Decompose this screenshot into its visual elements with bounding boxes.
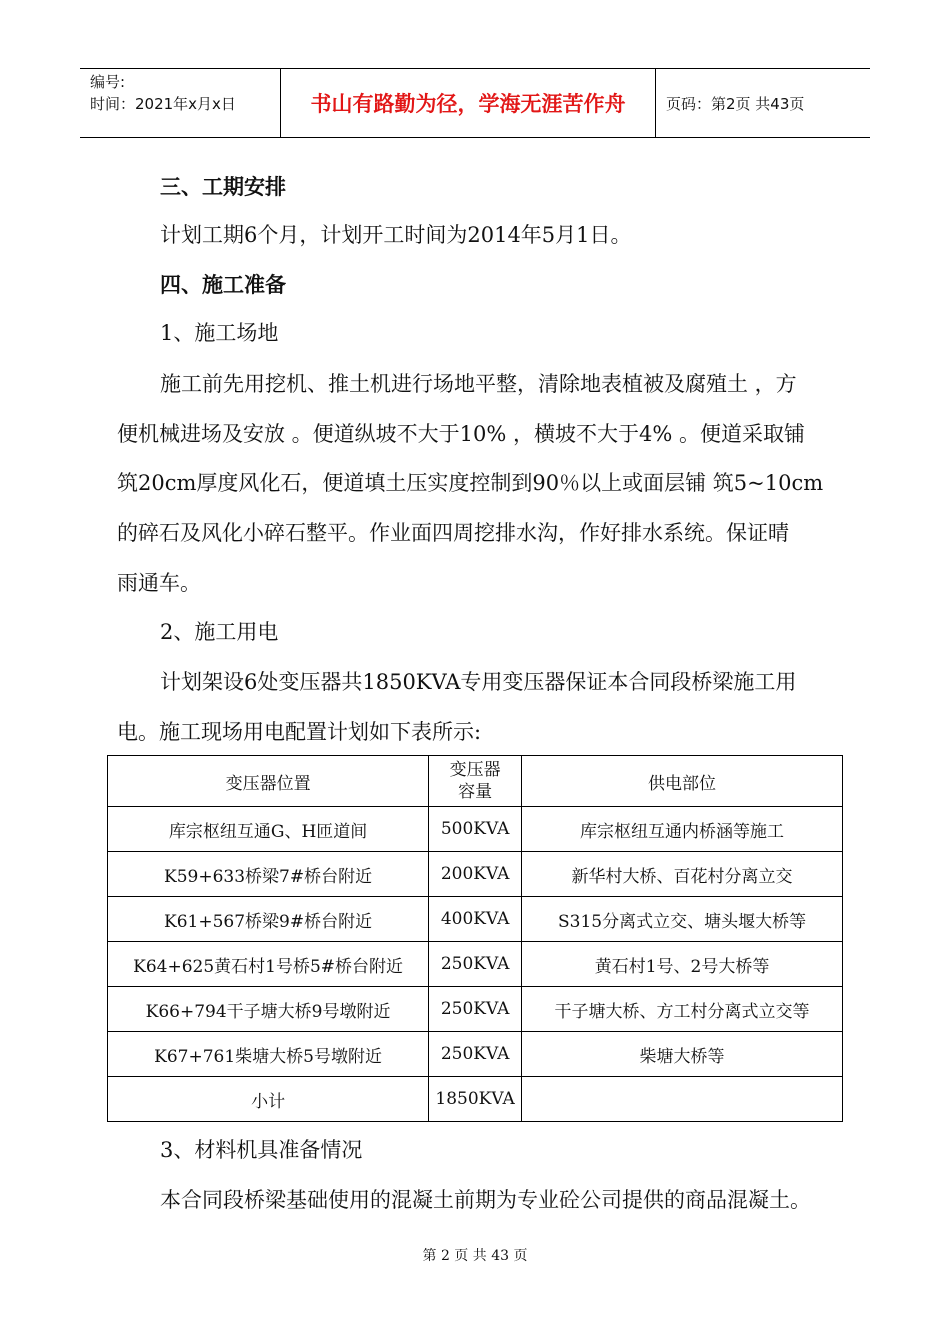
section-3-title: 三、工期安排 bbox=[160, 175, 286, 199]
paragraph-line: 本合同段桥梁基础使用的混凝土前期为专业砼公司提供的商品混凝土。 bbox=[160, 1188, 811, 1212]
header-page-info: 页码：第2页 共43页 bbox=[666, 94, 805, 113]
section-3-text: 计划工期6个月，计划开工时间为2014年5月1日。 bbox=[160, 223, 632, 247]
table-cell: 柴塘大桥等 bbox=[522, 1032, 843, 1077]
table-cell: 1850KVA bbox=[429, 1077, 522, 1122]
subsection-1-title: 1、施工场地 bbox=[160, 321, 279, 345]
header-text: 变压器 bbox=[449, 760, 501, 780]
table-cell: 500KVA bbox=[429, 807, 522, 852]
table-header-cell: 变压器位置 bbox=[108, 756, 429, 807]
table-cell: 400KVA bbox=[429, 897, 522, 942]
power-table bbox=[107, 755, 843, 1122]
page-header bbox=[80, 68, 870, 138]
table-cell: 黄石村1号、2号大桥等 bbox=[522, 942, 843, 987]
paragraph-line: 雨通车。 bbox=[117, 571, 201, 595]
header-meta bbox=[80, 69, 280, 137]
table-total-row bbox=[108, 1077, 843, 1122]
table-cell: K67+761柴塘大桥5号墩附近 bbox=[108, 1032, 429, 1077]
table-header-row bbox=[108, 756, 843, 807]
table-cell: 干子塘大桥、方工村分离式立交等 bbox=[522, 987, 843, 1032]
paragraph-line: 筑20cm厚度风化石，便道填土压实度控制到90％以上或面层铺 筑5~10cm bbox=[117, 471, 824, 495]
paragraph-line: 施工前先用挖机、推土机进行场地平整，清除地表植被及腐殖土 ，方 bbox=[160, 372, 797, 396]
table-row bbox=[108, 1032, 843, 1077]
table-cell: 新华村大桥、百花村分离立交 bbox=[522, 852, 843, 897]
table-cell: 250KVA bbox=[429, 987, 522, 1032]
time-label: 时间：2021年x月x日 bbox=[90, 95, 236, 113]
code-label: 编号: bbox=[90, 73, 126, 91]
table-row bbox=[108, 987, 843, 1032]
subsection-3-title: 3、材料机具准备情况 bbox=[160, 1138, 363, 1162]
table-cell: K66+794干子塘大桥9号墩附近 bbox=[108, 987, 429, 1032]
table-cell: 库宗枢纽互通内桥涵等施工 bbox=[522, 807, 843, 852]
table-cell: 库宗枢纽互通G、H匝道间 bbox=[108, 807, 429, 852]
page-footer: 第 2 页 共 43 页 bbox=[422, 1248, 528, 1264]
paragraph-line: 计划架设6处变压器共1850KVA专用变压器保证本合同段桥梁施工用 bbox=[160, 670, 797, 694]
table-row bbox=[108, 807, 843, 852]
table-cell: S315分离式立交、塘头堰大桥等 bbox=[522, 897, 843, 942]
table-cell: K64+625黄石村1号桥5#桥台附近 bbox=[108, 942, 429, 987]
subsection-2-title: 2、施工用电 bbox=[160, 620, 279, 644]
header-text: 容量 bbox=[458, 782, 493, 802]
table-cell: 200KVA bbox=[429, 852, 522, 897]
table-cell: 250KVA bbox=[429, 942, 522, 987]
table-header-cell bbox=[429, 756, 522, 807]
paragraph-line: 的碎石及风化小碎石整平。作业面四周挖排水沟，作好排水系统。保证晴 bbox=[117, 521, 789, 545]
table-row bbox=[108, 897, 843, 942]
table-cell: K61+567桥梁9#桥台附近 bbox=[108, 897, 429, 942]
table-cell: K59+633桥梁7#桥台附近 bbox=[108, 852, 429, 897]
table-cell: 250KVA bbox=[429, 1032, 522, 1077]
table-header-cell: 供电部位 bbox=[522, 756, 843, 807]
paragraph-line: 电。施工现场用电配置计划如下表所示: bbox=[117, 720, 482, 744]
section-4-title: 四、施工准备 bbox=[160, 273, 286, 297]
table-cell: 小计 bbox=[108, 1077, 429, 1122]
table-row bbox=[108, 852, 843, 897]
table-cell bbox=[522, 1077, 843, 1122]
table-row bbox=[108, 942, 843, 987]
paragraph-line: 便机械进场及安放 。便道纵坡不大于10% ，横坡不大于4% 。便道采取铺 bbox=[117, 422, 806, 446]
header-motto: 书山有路勤为径，学海无涯苦作舟 bbox=[280, 69, 656, 137]
